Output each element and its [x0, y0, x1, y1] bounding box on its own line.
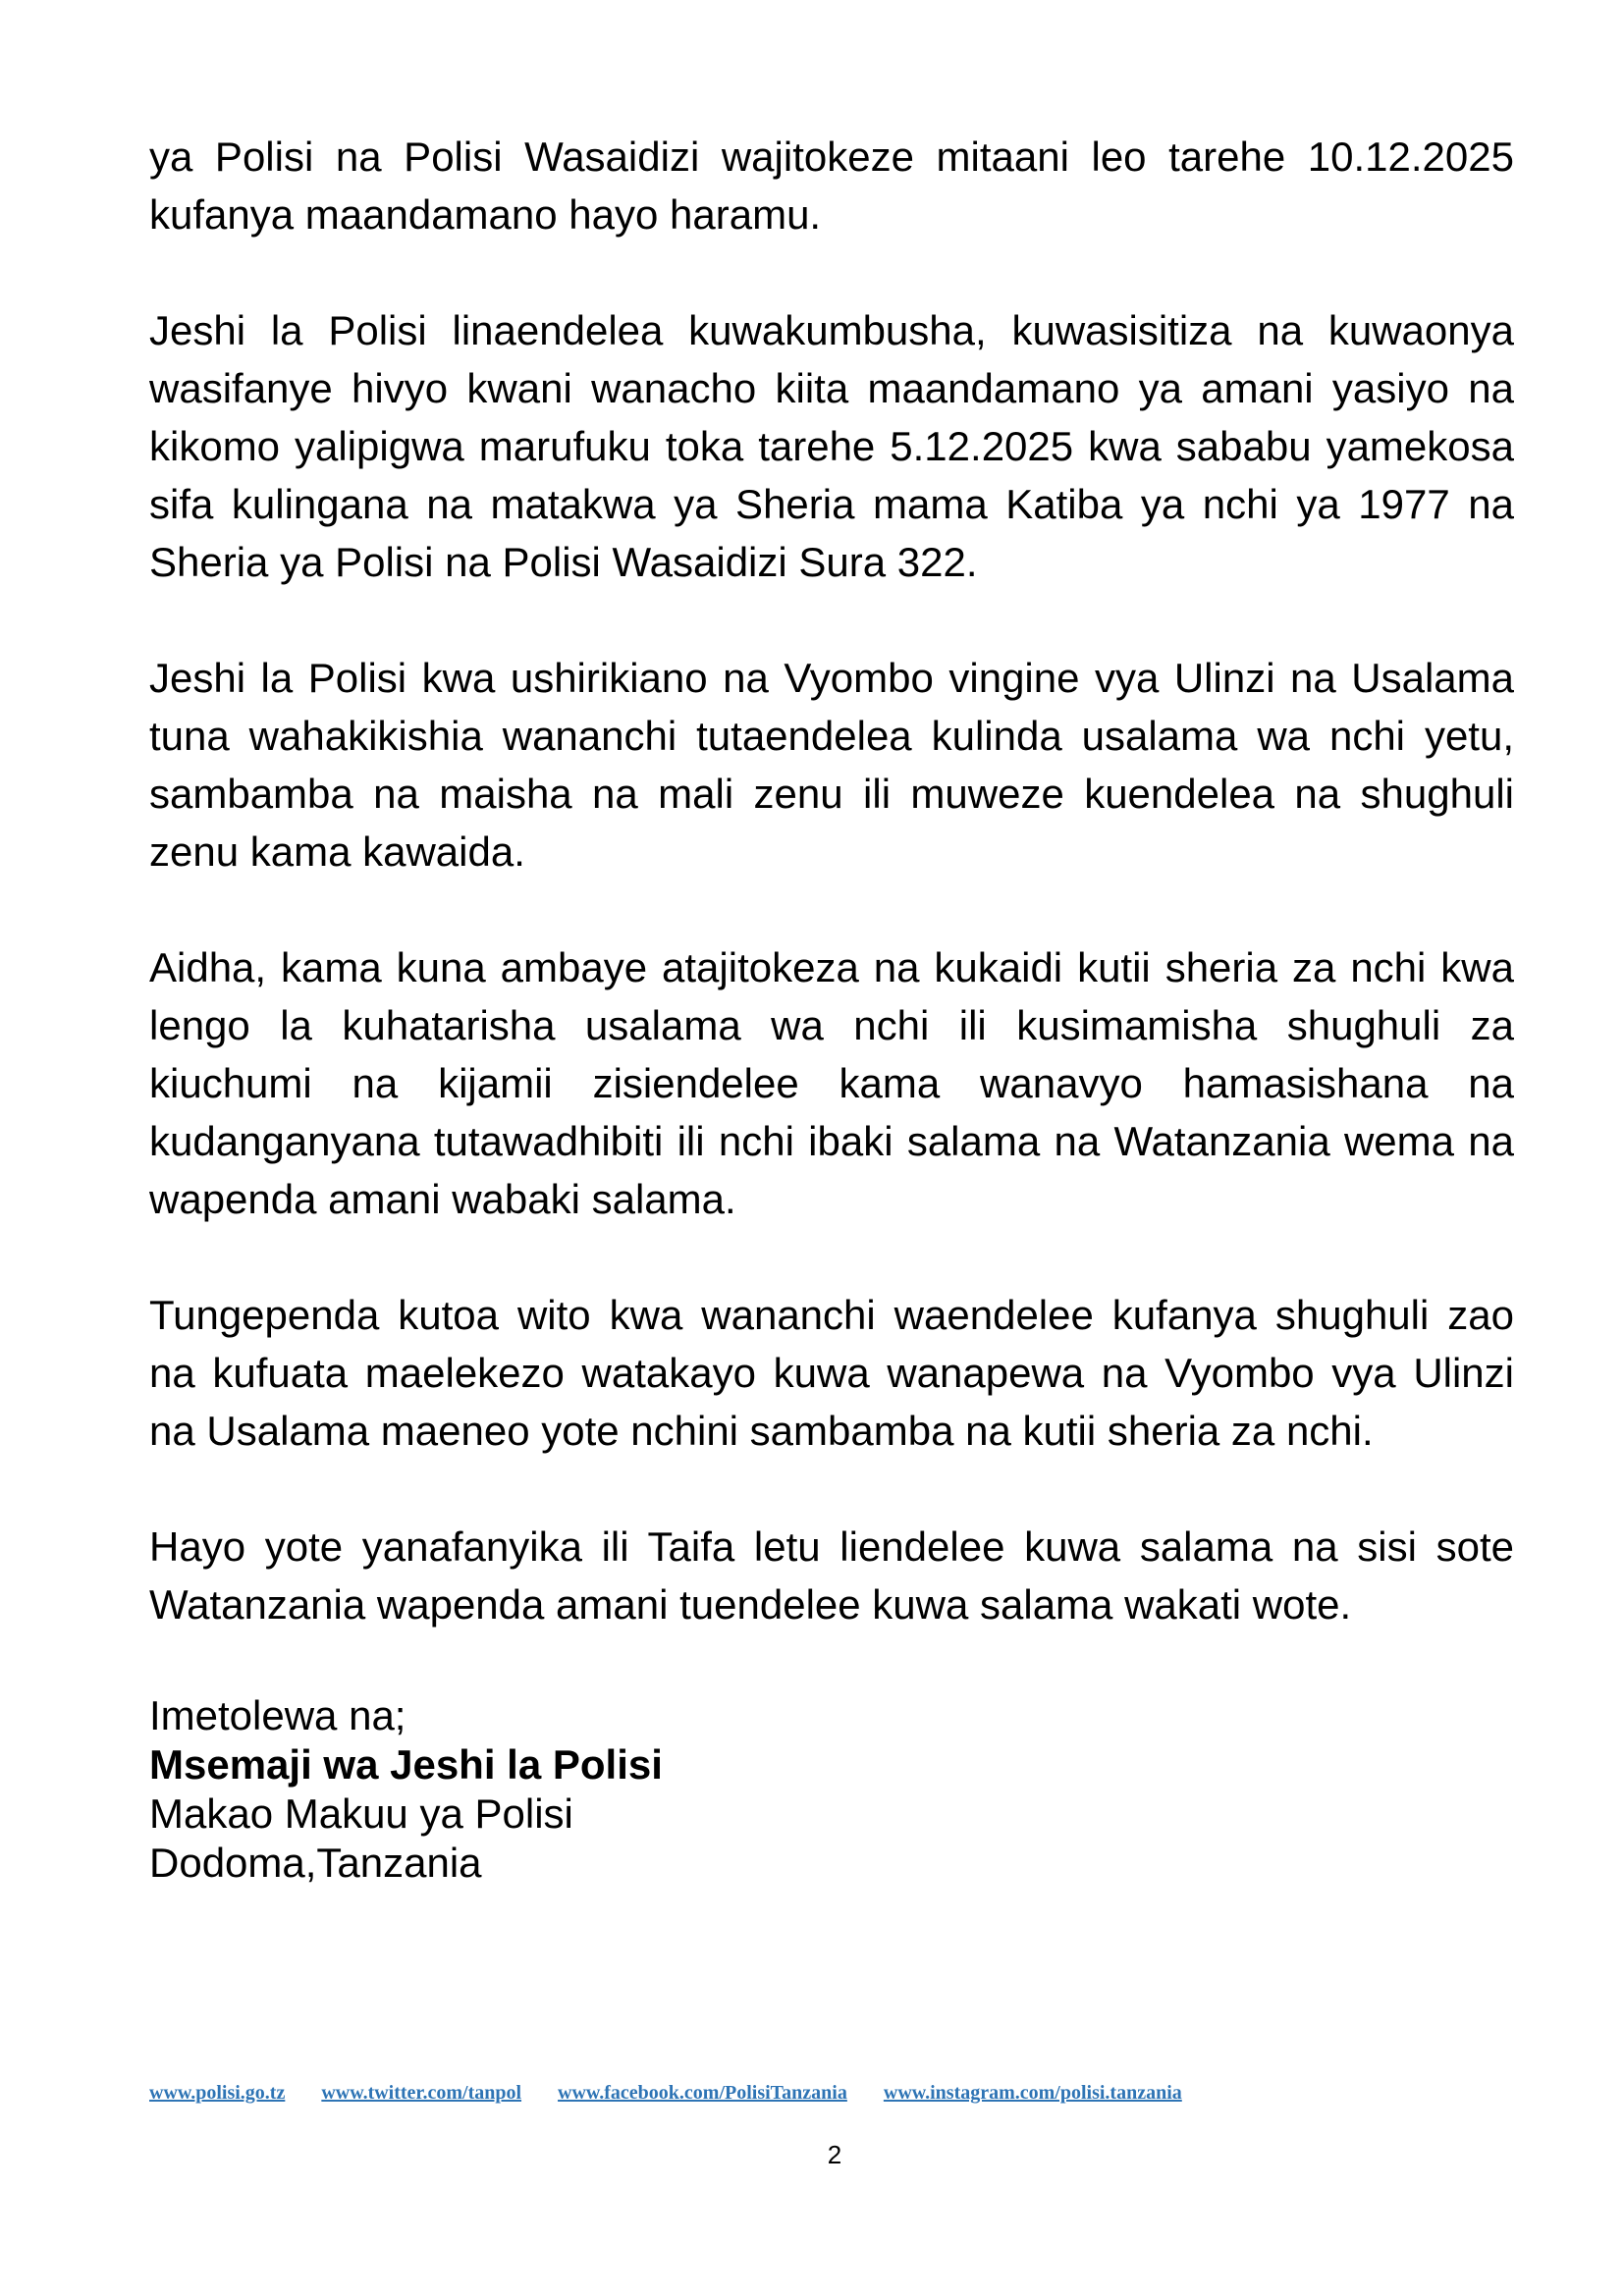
paragraph: Hayo yote yanafanyika ili Taifa letu liendelee kuwa salama na sisi sote Watanzania wapenda amani tuendelee kuwa salama wakati wote. [149, 1523, 1514, 1628]
paragraph: ya Polisi na Polisi Wasaidizi wajitokeze mitaani leo tarehe 10.12.2025 kufanya maandamano hayo haramu. [149, 133, 1514, 238]
instagram-link[interactable]: www.instagram.com/polisi.tanzania [883, 2082, 1182, 2104]
issued-by-label: Imetolewa na; [149, 1692, 406, 1738]
twitter-link[interactable]: www.twitter.com/tanpol [321, 2082, 522, 2104]
office-location: Dodoma,Tanzania [149, 1840, 482, 1886]
page-number: 2 [827, 2140, 842, 2169]
document-body [149, 128, 1514, 1888]
signoff-block [149, 1691, 1514, 1888]
paragraph: Jeshi la Polisi kwa ushirikiano na Vyombo vingine vya Ulinzi na Usalama tuna wahakikishia wananchi tutaendelea kulinda usalama wa nchi yetu, sambamba na maisha na mali zenu ili muweze kuendelea na shughuli zenu kama kawaida. [149, 655, 1514, 875]
website-link[interactable]: www.polisi.go.tz [149, 2082, 286, 2104]
facebook-link[interactable]: www.facebook.com/PolisiTanzania [558, 2082, 847, 2104]
paragraph: Tungependa kutoa wito kwa wananchi waendelee kufanya shughuli zao na kufuata maelekezo watakayo kuwa wanapewa na Vyombo vya Ulinzi na Usalama maeneo yote nchini sambamba na kutii sheria za nchi. [149, 1292, 1514, 1454]
spokesperson-title: Msemaji wa Jeshi la Polisi [149, 1741, 663, 1788]
paragraph: Aidha, kama kuna ambaye atajitokeza na kukaidi kutii sheria za nchi kwa lengo la kuhatarisha usalama wa nchi ili kusimamisha shughuli za kiuchumi na kijamii zisiendelee kama wanavyo hamasishana na kudanganyana tutawadhibiti ili nchi ibaki salama na Watanzania wema na wapenda amani wabaki salama. [149, 944, 1514, 1222]
footer-links [149, 2082, 1214, 2105]
office-name: Makao Makuu ya Polisi [149, 1790, 573, 1837]
paragraph: Jeshi la Polisi linaendelea kuwakumbusha, kuwasisitiza na kuwaonya wasifanye hivyo kwani wanacho kiita maandamano ya amani yasiyo na kikomo yalipigwa marufuku toka tarehe 5.12.2025 kwa sababu yamekosa sifa kulingana na matakwa ya Sheria mama Katiba ya nchi ya 1977 na Sheria ya Polisi na Polisi Wasaidizi Sura 322. [149, 307, 1514, 585]
